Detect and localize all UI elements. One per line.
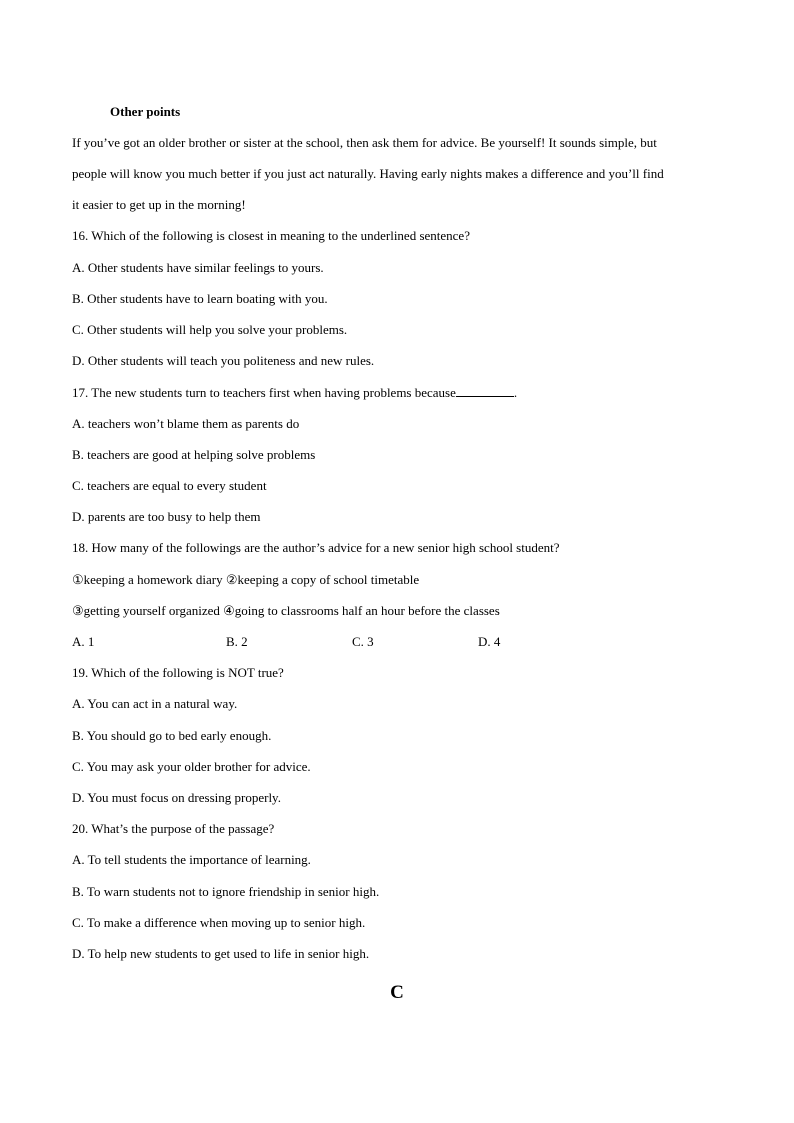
paragraph-line-3: it easier to get up in the morning!: [72, 197, 246, 212]
q19-option-c: C. You may ask your older brother for advice.: [72, 759, 311, 774]
q18-option-d: D. 4: [478, 634, 501, 649]
section-heading: Other points: [110, 104, 181, 119]
q17-stem: 17. The new students turn to teachers first when having problems because: [72, 385, 456, 400]
q18-items-line-2: ③getting yourself organized ④going to classrooms half an hour before the classes: [72, 603, 500, 618]
q17-option-b: B. teachers are good at helping solve problems: [72, 447, 316, 462]
q18-items-line-1: ①keeping a homework diary ②keeping a copy of school timetable: [72, 572, 420, 587]
q20-option-a: A. To tell students the importance of learning.: [72, 852, 311, 867]
q19-option-b: B. You should go to bed early enough.: [72, 728, 272, 743]
q17-option-a: A. teachers won’t blame them as parents do: [72, 416, 300, 431]
answer-blank: [456, 384, 514, 397]
q17-option-c: C. teachers are equal to every student: [72, 478, 267, 493]
q18-option-c: C. 3: [352, 634, 374, 649]
q18-option-a: A. 1: [72, 634, 95, 649]
q17-stem-line: [72, 384, 517, 401]
section-letter-heading: C: [390, 982, 404, 1003]
q19-option-a: A. You can act in a natural way.: [72, 696, 238, 711]
q18-stem: 18. How many of the followings are the author’s advice for a new senior high school student?: [72, 540, 560, 555]
q19-stem: 19. Which of the following is NOT true?: [72, 665, 284, 680]
q16-option-c: C. Other students will help you solve your problems.: [72, 322, 348, 337]
q18-options-row: [72, 634, 672, 650]
q20-option-d: D. To help new students to get used to life in senior high.: [72, 946, 370, 961]
q19-option-d: D. You must focus on dressing properly.: [72, 790, 281, 805]
q20-option-b: B. To warn students not to ignore friendship in senior high.: [72, 884, 380, 899]
paragraph-line-2: people will know you much better if you just act naturally. Having early nights makes a difference and you’ll find: [72, 166, 664, 181]
q18-option-b: B. 2: [226, 634, 248, 649]
q16-stem: 16. Which of the following is closest in meaning to the underlined sentence?: [72, 228, 470, 243]
q16-option-d: D. Other students will teach you politeness and new rules.: [72, 353, 375, 368]
q20-option-c: C. To make a difference when moving up to senior high.: [72, 915, 366, 930]
q20-stem: 20. What’s the purpose of the passage?: [72, 821, 275, 836]
q17-stem-end: .: [513, 385, 518, 400]
q17-option-d: D. parents are too busy to help them: [72, 509, 261, 524]
q16-option-a: A. Other students have similar feelings to yours.: [72, 260, 324, 275]
paragraph-line-1: If you’ve got an older brother or sister at the school, then ask them for advice. Be yourself! It sounds simple, but: [72, 135, 657, 150]
q16-option-b: B. Other students have to learn boating with you.: [72, 291, 328, 306]
